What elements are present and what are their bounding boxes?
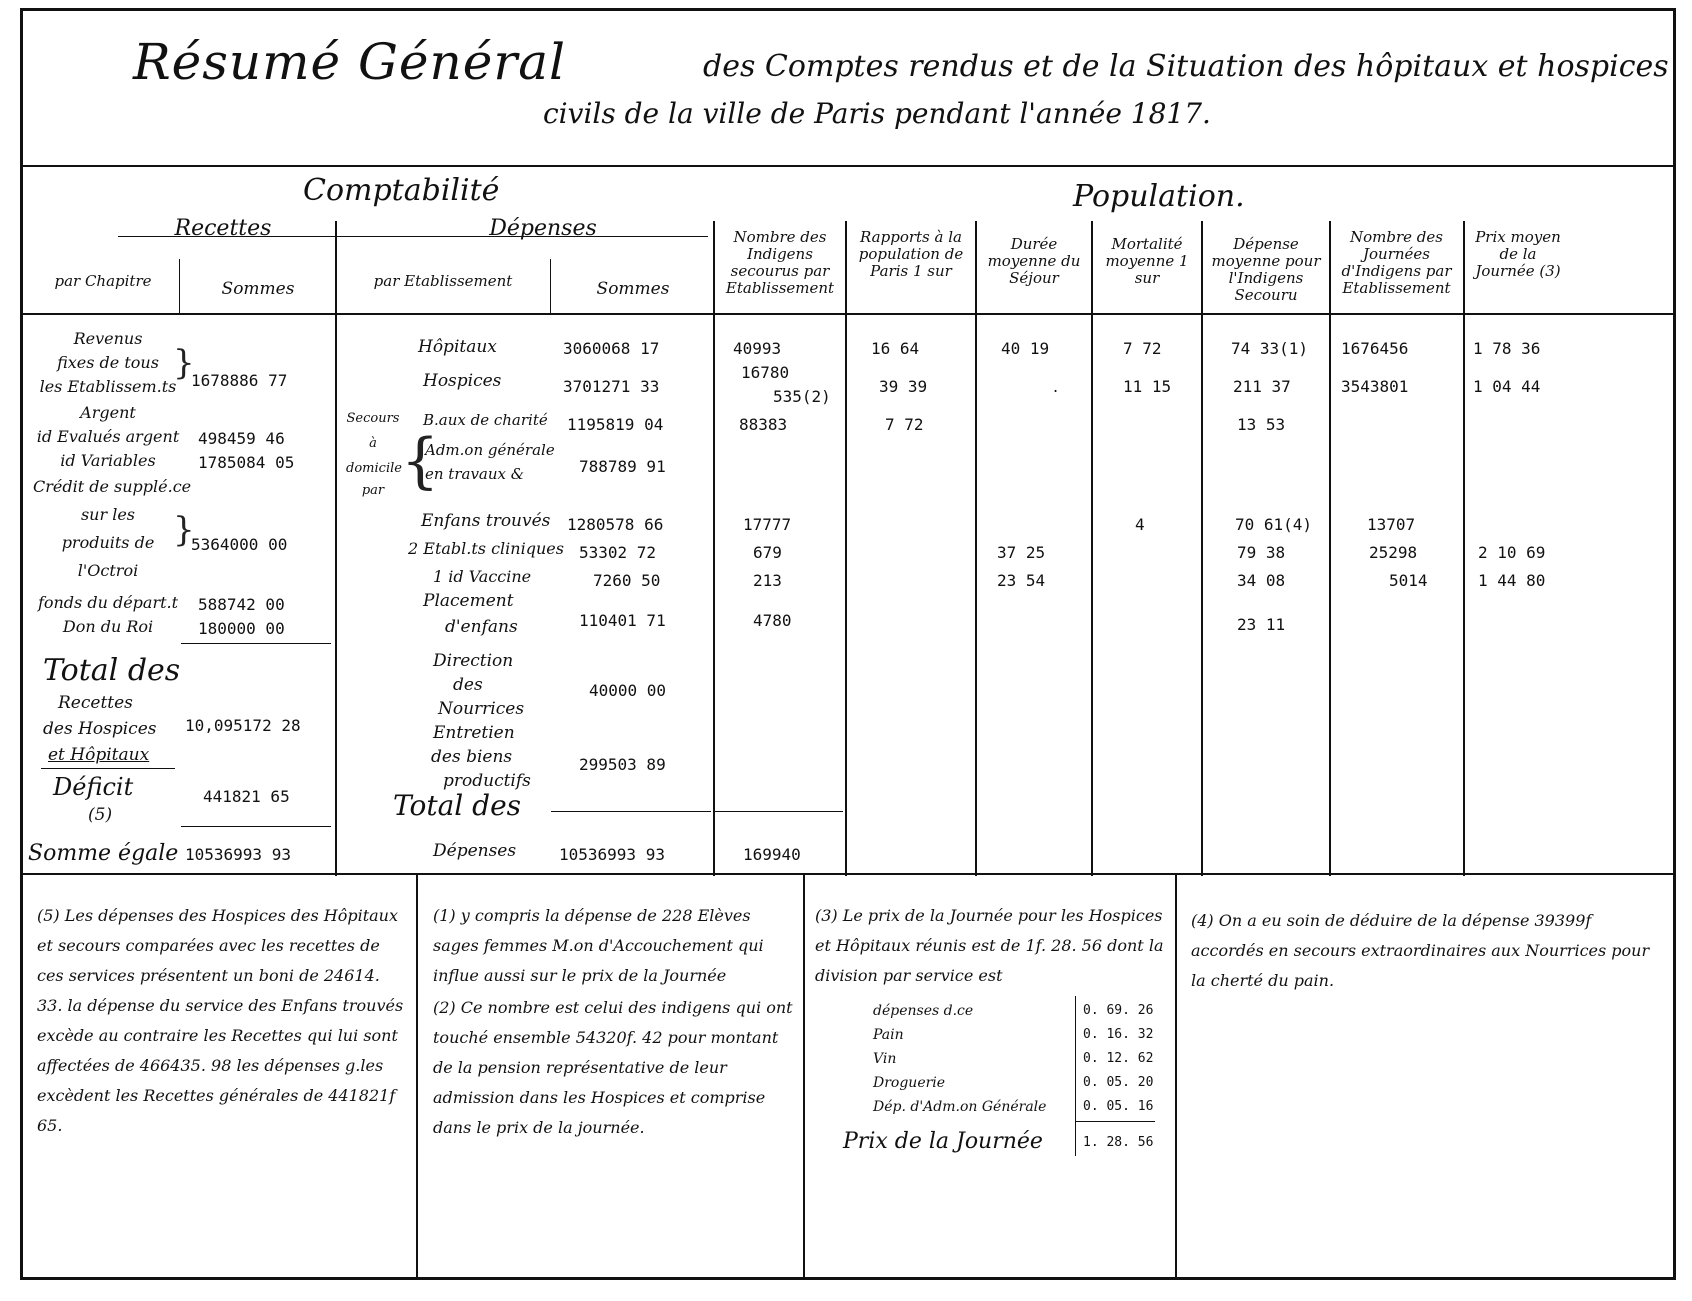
dep-row-vaccine-journees: 5014 [1389, 571, 1428, 590]
dep-row-cliniques-journees: 25298 [1369, 543, 1418, 562]
col-sep-dep-inner [550, 259, 551, 314]
dep-row-cliniques-depense: 79 38 [1237, 543, 1286, 562]
header-bottom [23, 313, 1673, 315]
dep-direction-l1: Direction [433, 651, 514, 671]
dep-row-bureaux-depense: 13 53 [1237, 415, 1286, 434]
col-sep-2 [845, 221, 847, 876]
rec-don: Don du Roi [62, 617, 154, 636]
note3-item-0-value: 0. 69. 26 [1083, 1003, 1154, 1018]
notes-top-border [23, 873, 1673, 875]
dep-secours-l2: à [369, 436, 377, 451]
dep-row-hopitaux-mortalite: 7 72 [1123, 339, 1162, 358]
rec-fonds-sum: 588742 00 [198, 595, 285, 614]
col-sep-7 [1463, 221, 1465, 876]
dep-row-placement-indigens: 4780 [753, 611, 792, 630]
header-nombre-journees: Nombre des Journées d'Indigens par Etablissement [1341, 228, 1452, 297]
notes-sep-1 [416, 873, 418, 1277]
dep-direction-l2: des [453, 675, 483, 695]
col-sep-6 [1329, 221, 1331, 876]
col-sep-3 [975, 221, 977, 876]
rec-variables-sum: 1785084 05 [198, 453, 295, 472]
header-recettes: Recettes [174, 216, 272, 241]
rec-total-l3: des Hospices [43, 719, 157, 739]
dep-row-hospices-journees: 3543801 [1341, 377, 1409, 396]
dep-row-hospices-indigens2: 535(2) [773, 387, 831, 406]
section-population: Population. [1073, 179, 1245, 214]
dep-row-enfans-indigens: 17777 [743, 515, 792, 534]
brace-secours: { [401, 426, 440, 496]
header-par-etablissement: par Etablissement [373, 272, 513, 290]
rec-final-line [181, 826, 331, 827]
rec-credits-l4: l'Octroi [77, 561, 139, 580]
col-sep-1 [713, 221, 715, 876]
col-sep-recettes [335, 221, 337, 876]
dep-row-bureaux-label: B.aux de charité [423, 411, 548, 429]
dep-total-line [551, 811, 711, 812]
dep-row-hopitaux-indigens: 40993 [733, 339, 782, 358]
dep-secours-l4: par [361, 483, 385, 498]
header-mortalite: Mortalité moyenne 1 sur [1105, 235, 1189, 287]
rec-revenus-sum: 1678886 77 [191, 371, 288, 390]
rec-fonds: fonds du départ.t [37, 593, 179, 612]
dep-entretien-l3: productifs [443, 771, 531, 791]
rec-deficit-sep [41, 768, 175, 769]
dep-total-l2: Dépenses [433, 841, 517, 861]
dep-row-vaccine-label: 1 id Vaccine [433, 567, 532, 586]
rec-credits-l3: produits de [61, 533, 155, 552]
dep-row-bureaux-indigens: 88383 [739, 415, 788, 434]
dep-total-l1: Total des [393, 789, 522, 822]
rec-credits-sum: 5364000 00 [191, 535, 288, 554]
rec-deficit-sum: 441821 65 [203, 787, 290, 806]
note3-total-label: Prix de la Journée [843, 1129, 1043, 1154]
note3-inner-sep [1075, 996, 1076, 1156]
rec-evalues: id Evalués argent [36, 427, 180, 446]
rec-subtotal-line [181, 643, 331, 644]
note3-item-0-label: dépenses d.ce [873, 1003, 974, 1019]
dep-entretien-l1: Entretien [433, 723, 515, 743]
dep-row-hopitaux-depense: 74 33(1) [1231, 339, 1309, 358]
dep-row-cliniques-sum: 53302 72 [579, 543, 657, 562]
rec-somme-sum: 10536993 93 [185, 845, 291, 864]
dep-row-entretien-sum: 299503 89 [579, 755, 666, 774]
rec-total-l4: et Hôpitaux [48, 745, 150, 765]
dep-row-enfans-sum: 1280578 66 [567, 515, 664, 534]
note3-item-1-label: Pain [873, 1027, 904, 1043]
dep-direction-l3: Nourrices [438, 699, 525, 719]
title-divider [23, 165, 1673, 167]
rec-don-sum: 180000 00 [198, 619, 285, 638]
dep-row-hopitaux-duree: 40 19 [1001, 339, 1050, 358]
header-par-chapitre: par Chapitre [54, 272, 152, 290]
dep-row-hospices-duree-dot: . [1053, 377, 1059, 396]
col-sep-5 [1201, 221, 1203, 876]
header-sommes2: Sommes [596, 279, 670, 299]
dep-row-enfans-depense: 70 61(4) [1235, 515, 1313, 534]
dep-row-hopitaux-rapport: 16 64 [871, 339, 920, 358]
rec-argent: Argent [80, 403, 136, 422]
dep-total-indigens: 169940 [743, 845, 801, 864]
dep-row-adm-label: Adm.on générale [425, 441, 555, 459]
dep-row-travaux-label: en travaux & [425, 465, 525, 483]
rec-credits-l1: Crédit de supplé.ce [33, 477, 192, 496]
header-depense-moyenne: Dépense moyenne pour l'Indigens Secouru [1211, 235, 1321, 304]
header-rapports: Rapports à la population de Paris 1 sur [858, 228, 964, 280]
dep-row-hospices-depense: 211 37 [1233, 377, 1291, 396]
rec-revenus-l1: Revenus [73, 329, 143, 348]
dep-placement-l2: d'enfans [445, 617, 518, 637]
header-prix-moyen: Prix moyen de la Journée (3) [1475, 228, 1561, 280]
dep-row-vaccine-indigens: 213 [753, 571, 782, 590]
brace-credits: } [173, 510, 195, 550]
header-depenses: Dépenses [489, 216, 597, 241]
rec-total-l2: Recettes [58, 693, 133, 713]
note3-total-value: 1. 28. 56 [1083, 1135, 1154, 1150]
title-rest: des Comptes rendus et de la Situation des hôpitaux et hospices [703, 49, 1669, 84]
dep-row-bureaux-rapport: 7 72 [885, 415, 924, 434]
rec-deficit-l2: (5) [88, 805, 113, 825]
dep-row-cliniques-indigens: 679 [753, 543, 782, 562]
note3-item-1-value: 0. 16. 32 [1083, 1027, 1154, 1042]
dep-row-hopitaux-sum: 3060068 17 [563, 339, 660, 358]
dep-row-enfans-label: Enfans trouvés [421, 511, 551, 531]
note-2: (2) Ce nombre est celui des indigens qui ont touché ensemble 54320f. 42 pour montant de la pension représentative de leur admission dans les Hospices et comprise dans le prix de la journée. [433, 998, 793, 1137]
document-sheet [20, 8, 1676, 1280]
rec-variables: id Variables [60, 451, 156, 470]
dep-row-hospices-label: Hospices [423, 371, 502, 391]
note-4: (4) On a eu soin de déduire de la dépense 39399f accordés en secours extraordinaires aux Nourrices pour la cherté du pain. [1191, 911, 1650, 990]
dep-row-hospices-mortalite: 11 15 [1123, 377, 1172, 396]
col-sep-4 [1091, 221, 1093, 876]
dep-row-hopitaux-prix: 1 78 36 [1473, 339, 1541, 358]
rec-deficit-l1: Déficit [53, 773, 134, 801]
note-5: (5) Les dépenses des Hospices des Hôpitaux et secours comparées avec les recettes de ces services présentent un boni de 24614. 33. la dépense du service des Enfans trouvés excède au contraire les Recettes qui lui sont affectées de 466435. 98 les dépenses g.les excèdent les Recettes générales de 441821f 65. [37, 906, 404, 1135]
title-line2: civils de la ville de Paris pendant l'année 1817. [543, 97, 1211, 130]
note3-item-3-label: Droguerie [873, 1075, 946, 1091]
header-sommes: Sommes [221, 279, 295, 299]
col-sep-rec-inner [179, 259, 180, 314]
dep-row-enfans-mortalite: 4 [1135, 515, 1145, 534]
rec-total-sum: 10,095172 28 [185, 716, 301, 735]
dep-row-hopitaux-journees: 1676456 [1341, 339, 1409, 358]
dep-row-bureaux-sum: 1195819 04 [567, 415, 664, 434]
note3-item-4-label: Dép. d'Adm.on Générale [873, 1099, 1047, 1115]
rec-revenus-l3: les Etablissem.ts [39, 377, 177, 396]
dep-row-enfans-journees: 13707 [1367, 515, 1416, 534]
note3-item-2-label: Vin [873, 1051, 897, 1067]
dep-row-hopitaux-label: Hôpitaux [418, 337, 497, 357]
dep-row-cliniques-label: 2 Etabl.ts cliniques [408, 539, 564, 558]
dep-row-direction-sum: 40000 00 [589, 681, 667, 700]
dep-row-vaccine-prix: 1 44 80 [1478, 571, 1546, 590]
dep-secours-l1: Secours [346, 411, 400, 426]
dep-row-cliniques-prix: 2 10 69 [1478, 543, 1546, 562]
dep-row-placement-depense: 23 11 [1237, 615, 1286, 634]
note3-item-4-value: 0. 05. 16 [1083, 1099, 1154, 1114]
notes-sep-2 [803, 873, 805, 1277]
dep-row-hospices-rapport: 39 39 [879, 377, 928, 396]
rec-revenus-l2: fixes de tous [57, 353, 159, 372]
dep-row-vaccine-duree: 23 54 [997, 571, 1046, 590]
dep-row-placement-sum: 110401 71 [579, 611, 666, 630]
dep-row-hospices-sum: 3701271 33 [563, 377, 660, 396]
rec-somme-egale: Somme égale [28, 841, 179, 866]
rec-evalues-sum: 498459 46 [198, 429, 285, 448]
header-nombre-indigens: Nombre des Indigens secourus par Etablissement [725, 228, 835, 297]
dep-row-travaux-sum: 788789 91 [579, 457, 666, 476]
rec-total-l1: Total des [43, 653, 181, 688]
rec-credits-l2: sur les [80, 505, 136, 524]
dep-row-vaccine-depense: 34 08 [1237, 571, 1286, 590]
dep-row-hospices-prix: 1 04 44 [1473, 377, 1541, 396]
notes-sep-3 [1175, 873, 1177, 1277]
note3-total-line [1075, 1121, 1155, 1122]
note-3-intro: (3) Le prix de la Journée pour les Hospices et Hôpitaux réunis est de 1f. 28. 56 dont la division par service est [815, 906, 1164, 985]
dep-total-sum: 10536993 93 [559, 845, 665, 864]
dep-total-line2 [715, 811, 843, 812]
dep-entretien-l2: des biens [431, 747, 513, 767]
brace-revenus: } [173, 343, 195, 383]
section-comptabilite: Comptabilité [303, 173, 500, 208]
dep-row-cliniques-duree: 37 25 [997, 543, 1046, 562]
dep-row-vaccine-sum: 7260 50 [593, 571, 661, 590]
dep-row-hospices-indigens: 16780 [741, 363, 790, 382]
dep-placement-l1: Placement [423, 591, 514, 611]
note3-item-3-value: 0. 05. 20 [1083, 1075, 1154, 1090]
header-duree: Durée moyenne du Séjour [987, 235, 1081, 287]
note-1: (1) y compris la dépense de 228 Elèves sages femmes M.on d'Accouchement qui influe aussi sur le prix de la Journée [433, 906, 764, 985]
dep-secours-l3: domicile [346, 461, 402, 476]
note3-item-2-value: 0. 12. 62 [1083, 1051, 1154, 1066]
title-main: Résumé Général [133, 33, 567, 91]
